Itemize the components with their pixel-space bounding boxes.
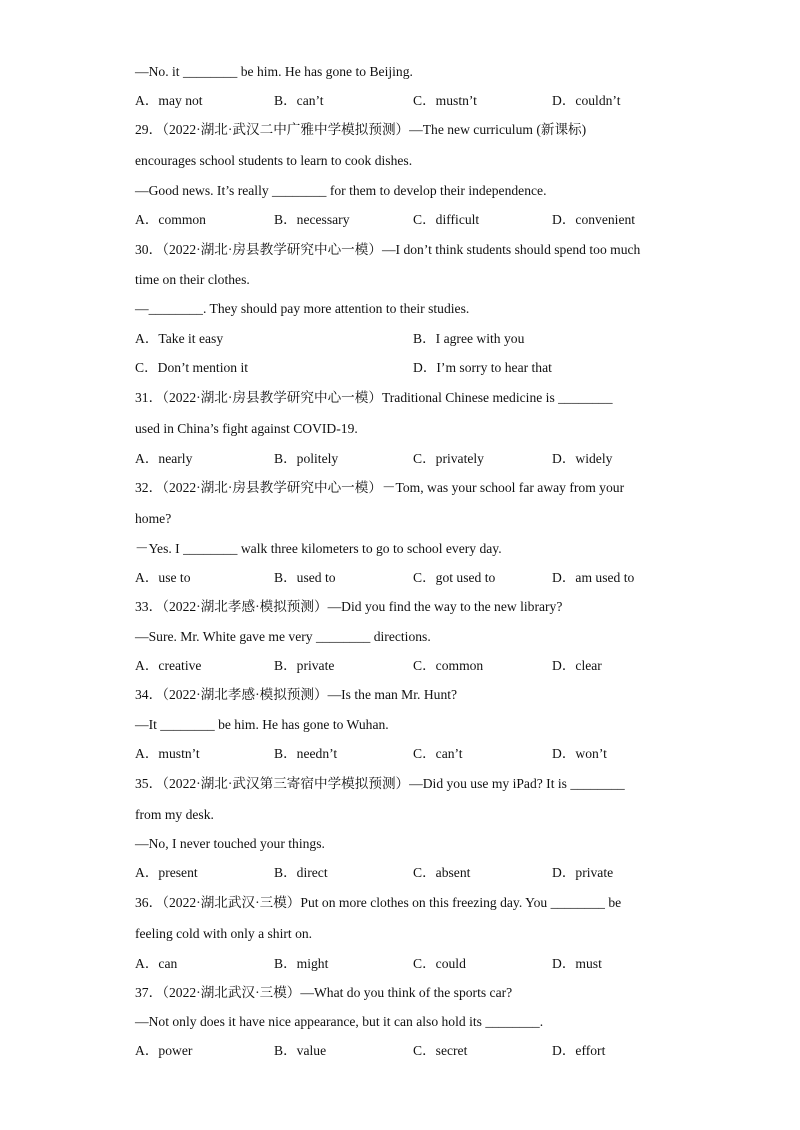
- q37-option-b: B．value: [274, 1043, 327, 1058]
- q37-option-c: C．secret: [413, 1043, 468, 1058]
- q30-answer-line: —________. They should pay more attention to their studies.: [135, 301, 470, 316]
- q35-option-d: D．private: [552, 865, 614, 880]
- q35-option-b: B．direct: [274, 865, 328, 880]
- q36-option-a: A．can: [135, 956, 178, 971]
- q29-option-c: C．difficult: [413, 212, 480, 227]
- q37-answer-line: —Not only does it have nice appearance, but it can also hold its ________.: [135, 1014, 544, 1029]
- q36-option-c: C．could: [413, 956, 466, 971]
- q33-option-c: C．common: [413, 658, 484, 673]
- q37-option-a: A．power: [135, 1043, 193, 1058]
- q33-answer-line: —Sure. Mr. White gave me very ________ directions.: [135, 629, 431, 644]
- q30-stem-line-1: 30．（2022·湖北·房县教学研究中心一模）—I don’t think students should spend too much: [135, 242, 641, 257]
- q31-option-a: A．nearly: [135, 451, 193, 466]
- q32-option-c: C．got used to: [413, 570, 496, 585]
- q30-option-b: B．I agree with you: [413, 331, 525, 346]
- q30-option-a: A．Take it easy: [135, 331, 224, 346]
- q35-stem-line-1: 35．（2022·湖北·武汉第三寄宿中学模拟预测）—Did you use my iPad? It is ________: [135, 776, 625, 791]
- q32-option-a: A．use to: [135, 570, 191, 585]
- q34-stem-line: 34．（2022·湖北孝感·模拟预测）—Is the man Mr. Hunt?: [135, 687, 458, 702]
- q29-option-b: B．necessary: [274, 212, 350, 227]
- q28-answer-line: —No. it ________ be him. He has gone to Beijing.: [135, 64, 413, 79]
- q29-option-a: A．common: [135, 212, 206, 227]
- q31-option-b: B．politely: [274, 451, 339, 466]
- q33-option-b: B．private: [274, 658, 335, 673]
- q28-option-a: A．may not: [135, 93, 203, 108]
- q34-option-b: B．needn’t: [274, 746, 338, 761]
- q33-option-d: D．clear: [552, 658, 602, 673]
- q35-stem-line-2: from my desk.: [135, 807, 214, 822]
- q32-option-d: D．am used to: [552, 570, 635, 585]
- q34-option-a: A．mustn’t: [135, 746, 200, 761]
- q32-answer-line: －Yes. I ________ walk three kilometers to go to school every day.: [135, 541, 502, 556]
- q29-answer-line: —Good news. It’s really ________ for them to develop their independence.: [135, 183, 547, 198]
- q33-option-a: A．creative: [135, 658, 202, 673]
- q34-option-d: D．won’t: [552, 746, 607, 761]
- q34-option-c: C．can’t: [413, 746, 463, 761]
- q35-option-a: A．present: [135, 865, 198, 880]
- q36-option-b: B．might: [274, 956, 329, 971]
- q28-option-d: D．couldn’t: [552, 93, 621, 108]
- q32-stem-line-2: home?: [135, 511, 172, 526]
- q30-option-d: D．I’m sorry to hear that: [413, 360, 552, 375]
- q30-stem-line-2: time on their clothes.: [135, 272, 250, 287]
- q29-option-d: D．convenient: [552, 212, 636, 227]
- q31-stem-line-2: used in China’s fight against COVID-19.: [135, 421, 358, 436]
- q33-stem-line: 33．（2022·湖北孝感·模拟预测）—Did you find the way to the new library?: [135, 599, 563, 614]
- q31-stem-line-1: 31．（2022·湖北·房县教学研究中心一模）Traditional Chinese medicine is ________: [135, 390, 613, 405]
- q37-stem-line: 37．（2022·湖北武汉·三模）—What do you think of the sports car?: [135, 985, 513, 1000]
- q29-stem-line-2: encourages school students to learn to cook dishes.: [135, 153, 413, 168]
- q31-option-d: D．widely: [552, 451, 613, 466]
- q28-option-b: B．can’t: [274, 93, 324, 108]
- q35-option-c: C．absent: [413, 865, 471, 880]
- q32-option-b: B．used to: [274, 570, 336, 585]
- q34-answer-line: —It ________ be him. He has gone to Wuhan.: [135, 717, 389, 732]
- q32-stem-line-1: 32．（2022·湖北·房县教学研究中心一模）－Tom, was your school far away from your: [135, 480, 625, 495]
- q30-option-c: C．Don’t mention it: [135, 360, 249, 375]
- q28-option-c: C．mustn’t: [413, 93, 477, 108]
- q31-option-c: C．privately: [413, 451, 484, 466]
- q35-answer-line: —No, I never touched your things.: [135, 836, 325, 851]
- q36-stem-line-2: feeling cold with only a shirt on.: [135, 926, 313, 941]
- q36-stem-line-1: 36．（2022·湖北武汉·三模）Put on more clothes on this freezing day. You ________ be: [135, 895, 622, 910]
- q36-option-d: D．must: [552, 956, 602, 971]
- q37-option-d: D．effort: [552, 1043, 606, 1058]
- q29-stem-line-1: 29．（2022·湖北·武汉二中广雅中学模拟预测）—The new curriculum (新课标): [135, 122, 587, 137]
